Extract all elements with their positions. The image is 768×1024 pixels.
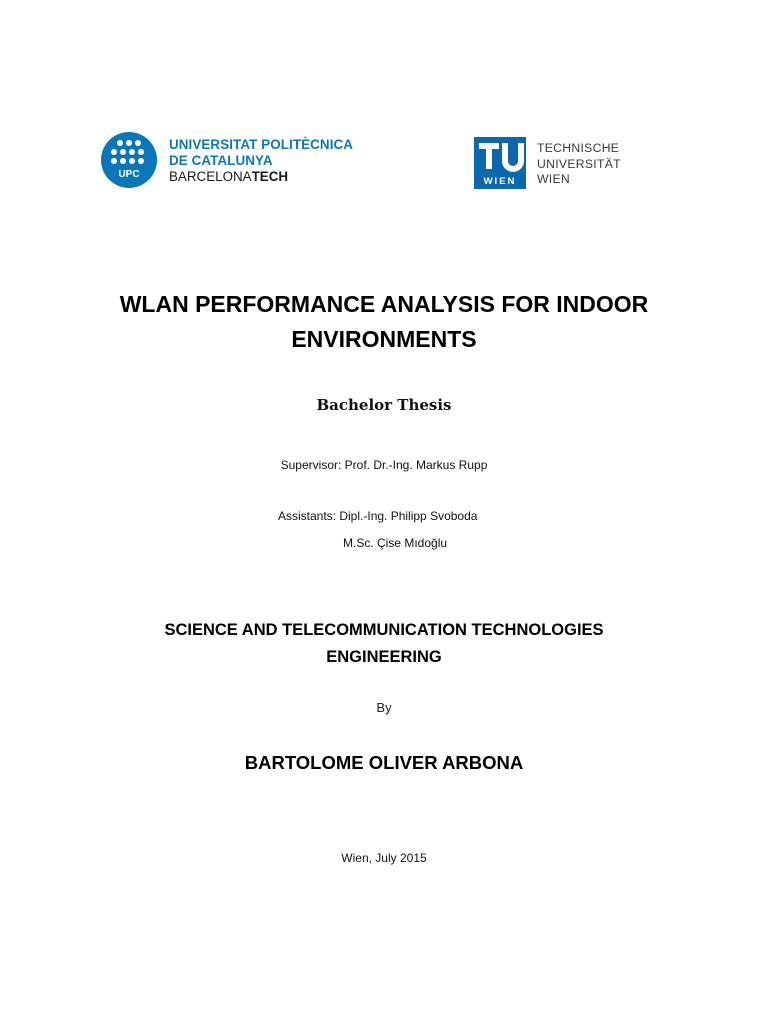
place-date: Wien, July 2015 <box>341 851 427 865</box>
degree-program <box>0 617 768 671</box>
tu-name-line1: TECHNISCHE <box>537 141 620 155</box>
upc-logo <box>101 132 361 188</box>
thesis-title-line1: WLAN PERFORMANCE ANALYSIS FOR INDOOR <box>119 291 649 317</box>
tu-name-line2: UNIVERSITÄT <box>537 156 621 171</box>
upc-name-line1: UNIVERSITAT POLITÈCNICA <box>169 137 354 152</box>
by-label: By <box>376 700 392 715</box>
tu-wien-emblem-icon <box>474 137 526 189</box>
thesis-title-line2: ENVIRONMENTS <box>291 326 477 352</box>
tu-name-line3: WIEN <box>537 172 571 186</box>
upc-wordmark <box>169 137 353 185</box>
author-name: BARTOLOME OLIVER ARBONA <box>244 752 524 773</box>
upc-emblem-icon <box>101 132 157 188</box>
tu-wien-wordmark <box>537 141 621 188</box>
upc-emblem-label: UPC <box>118 169 140 180</box>
upc-name-line3 <box>169 169 353 185</box>
degree-line1: SCIENCE AND TELECOMMUNICATION TECHNOLOGIES <box>164 621 604 639</box>
upc-name-line2: DE CATALUNYA <box>169 153 273 168</box>
thesis-title <box>0 287 768 357</box>
upc-tech: TECH <box>251 169 289 184</box>
assistants-line2: M.Sc. Çise Mıdoğlu <box>343 536 448 550</box>
thesis-type: Bachelor Thesis <box>316 396 452 414</box>
tu-wien-logo <box>474 137 634 191</box>
assistants-line1: Assistants: Dipl.-Ing. Philipp Svoboda <box>278 509 478 523</box>
upc-barcelona: BARCELONA <box>169 169 252 184</box>
tu-emblem-label: WIEN <box>483 176 517 187</box>
degree-line2: ENGINEERING <box>326 648 442 666</box>
supervisor-line: Supervisor: Prof. Dr.-Ing. Markus Rupp <box>280 458 488 472</box>
